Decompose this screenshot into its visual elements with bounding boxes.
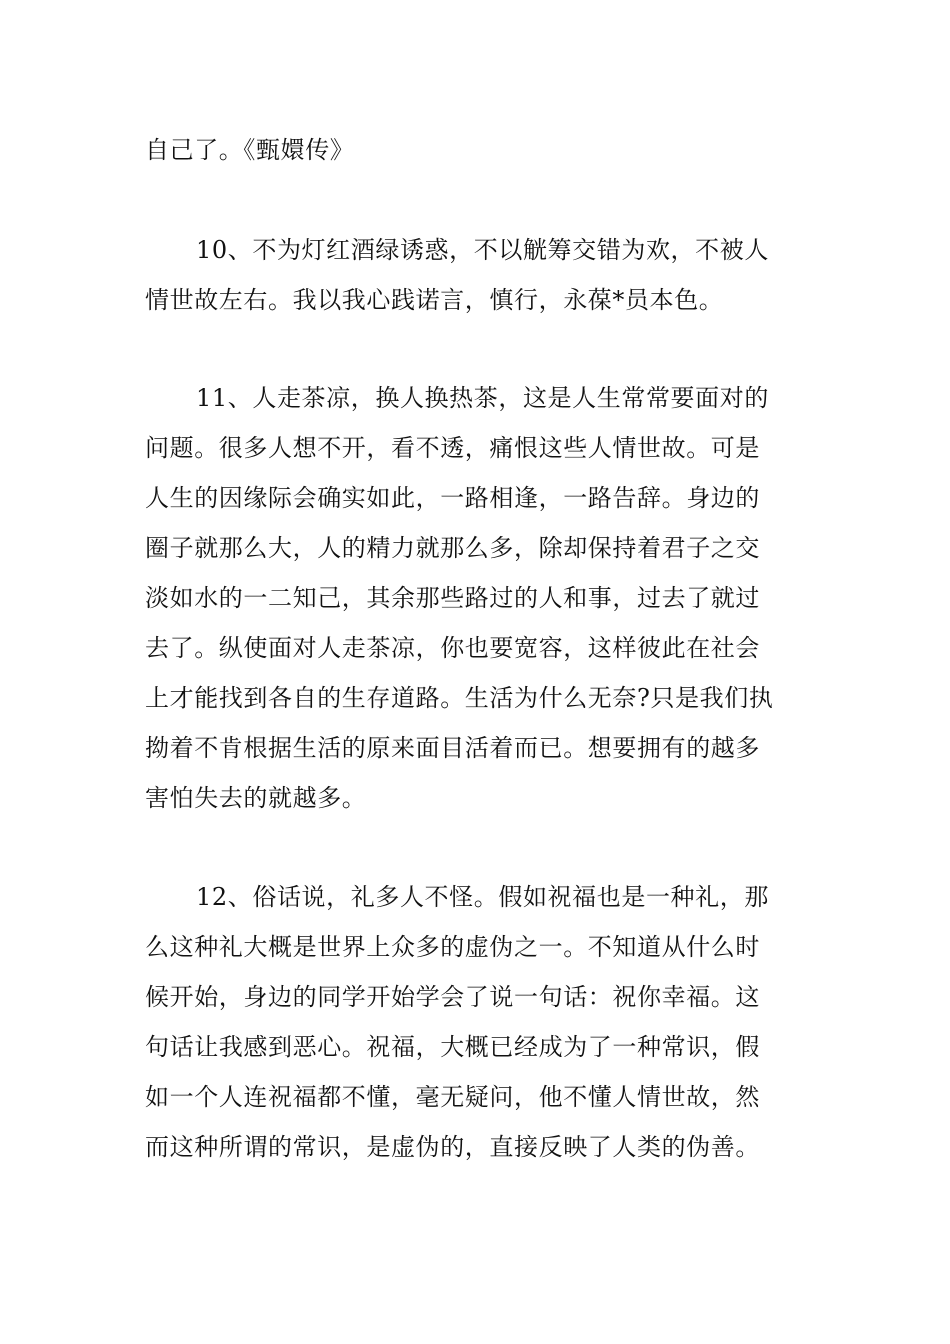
text-line: 而这种所谓的常识，是虚伪的，直接反映了人类的伪善。: [145, 1133, 760, 1161]
text-line: 拗着不肯根据生活的原来面目活着而已。想要拥有的越多: [145, 734, 760, 762]
text-line: 害怕失去的就越多。: [145, 784, 367, 812]
text-line: 12、俗话说，礼多人不怪。假如祝福也是一种礼，那: [196, 883, 769, 911]
text-line: 10、不为灯红酒绿诱惑，不以觥筹交错为欢，不被人: [196, 236, 769, 264]
text-line: 情世故左右。我以我心践诺言，慎行，永葆*员本色。: [145, 286, 724, 314]
text-line: 11、人走茶凉，换人换热茶，这是人生常常要面对的: [196, 384, 769, 412]
text-line: 上才能找到各自的生存道路。生活为什么无奈?只是我们执: [145, 684, 774, 712]
text-line: 如一个人连祝福都不懂，毫无疑问，他不懂人情世故，然: [145, 1083, 760, 1111]
text-line: 去了。纵使面对人走茶凉，你也要宽容，这样彼此在社会: [145, 634, 760, 662]
text-line: 么这种礼大概是世界上众多的虚伪之一。不知道从什么时: [145, 933, 760, 961]
text-line: 圈子就那么大，人的精力就那么多，除却保持着君子之交: [145, 534, 760, 562]
text-line: 句话让我感到恶心。祝福，大概已经成为了一种常识，假: [145, 1033, 760, 1061]
text-line: 人生的因缘际会确实如此，一路相逢，一路告辞。身边的: [145, 484, 760, 512]
text-line: 问题。很多人想不开，看不透，痛恨这些人情世故。可是: [145, 434, 760, 462]
text-line: 淡如水的一二知己，其余那些路过的人和事，过去了就过: [145, 584, 760, 612]
text-line: 候开始，身边的同学开始学会了说一句话：祝你幸福。这: [145, 983, 760, 1011]
text-line: 自己了。《甄嬛传》: [145, 136, 355, 164]
